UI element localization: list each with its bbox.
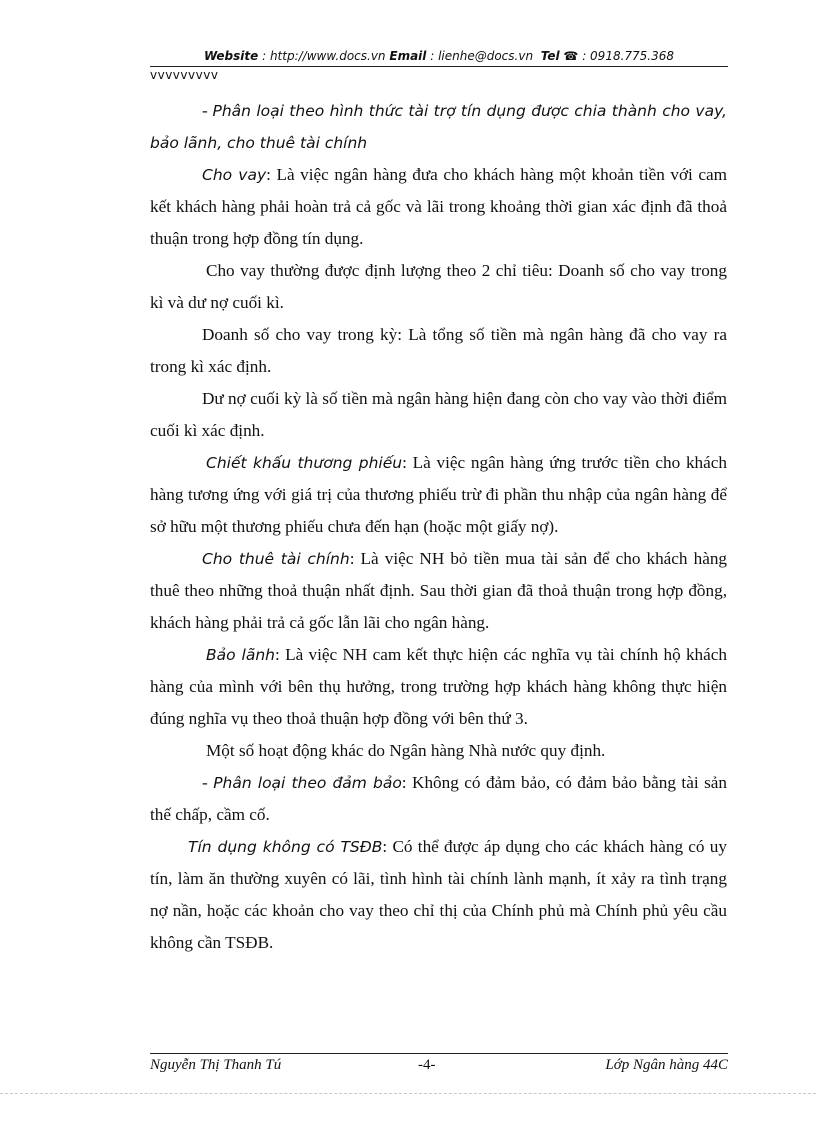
paragraph-financial-leasing: [150, 543, 727, 639]
marker-text: vvvvvvvvv: [150, 68, 219, 82]
tel-number: 0918.775.368: [590, 49, 675, 63]
paragraph-guarantee: [150, 639, 727, 735]
tel-separator: :: [578, 49, 591, 63]
email-separator: :: [426, 49, 439, 63]
paragraph-unsecured-credit: [150, 831, 727, 959]
paragraph-loan-metrics: Cho vay thường được định lượng theo 2 chỉ tiêu: Doanh số cho vay trong kì và dư nợ cuối kì.: [150, 261, 727, 312]
loan-term: Cho vay: [202, 166, 267, 184]
footer-author: Nguyễn Thị Thanh Tú: [150, 1057, 282, 1073]
website-separator: :: [258, 49, 270, 63]
header-divider: [150, 66, 728, 67]
footer-class-name: Lớp Ngân hàng 44C: [605, 1057, 728, 1073]
paragraph-financing-types: [150, 95, 727, 159]
list-dash: -: [202, 773, 214, 792]
tel-label: Tel: [540, 49, 560, 63]
paragraph-loan: [150, 159, 727, 255]
guarantee-term: Bảo lãnh: [206, 646, 276, 664]
body-content: [150, 95, 727, 959]
financing-types-heading: Phân loại theo hình thức tài trợ tín dụng được chia thành cho vay, bảo lãnh, cho thuê tài chính: [150, 102, 727, 152]
unsecured-credit-definition: : Có thể được áp dụng cho các khách hàng có uy tín, làm ăn thường xuyên có lãi, tình hình tài chính lành mạnh, ít xảy ra tình trạng nợ nần, hoặc các khoản cho vay theo chỉ thị của Chính phủ mà Chính phủ yêu cầu không cần TSĐB.: [150, 837, 727, 952]
discounting-definition: : Là việc ngân hàng ứng trước tiền cho khách hàng tương ứng với giá trị của thương phiếu trừ đi phần thu nhập của ngân hàng để sở hữu một thương phiếu chưa đến hạn (hoặc một giấy nợ).: [150, 453, 728, 536]
paragraph-outstanding-balance: Dư nợ cuối kỳ là số tiền mà ngân hàng hiện đang còn cho vay vào thời điểm cuối kì xác định.: [150, 389, 727, 440]
website-url[interactable]: http://www.docs.vn: [269, 49, 386, 63]
email-address[interactable]: lienhe@docs.vn: [438, 49, 534, 63]
collateral-types-heading: Phân loại theo đảm bảo: [213, 774, 402, 792]
leasing-definition: : Là việc NH bỏ tiền mua tài sản để cho khách hàng thuê theo những thoả thuận nhất định. Sau thời gian đã thoả thuận trong hợp đồng, khách hàng phải trả cả gốc lẫn lãi cho ngân hàng.: [150, 549, 728, 632]
footer-page-number: -4-: [418, 1057, 436, 1073]
paragraph-collateral-types: [150, 767, 727, 831]
guarantee-definition: : Là việc NH cam kết thực hiện các nghĩa vụ tài chính hộ khách hàng của mình với bên thụ hưởng, trong trường hợp khách hàng không thực hiện đúng nghĩa vụ theo thoả thuận hợp đồng với bên thứ 3.: [150, 645, 728, 728]
collateral-types-text: : Không có đảm bảo, có đảm bảo bằng tài sản thế chấp, cầm cố.: [150, 773, 727, 824]
paragraph-loan-turnover: Doanh số cho vay trong kỳ: Là tổng số tiền mà ngân hàng đã cho vay ra trong kì xác định.: [150, 325, 727, 376]
discounting-term: Chiết khấu thương phiếu: [206, 454, 403, 472]
page-footer: [150, 1055, 728, 1077]
website-label: Website: [203, 49, 259, 63]
phone-icon: ☎: [563, 49, 579, 63]
paragraph-other-activities: Một số hoạt động khác do Ngân hàng Nhà nước quy định.: [206, 741, 606, 760]
email-label: Email: [389, 49, 427, 63]
page-header: [150, 48, 728, 66]
unsecured-credit-term: Tín dụng không có TSĐB: [188, 838, 383, 856]
list-dash: -: [202, 101, 213, 120]
page-bottom-border: [0, 1093, 816, 1094]
paragraph-discounting: [150, 447, 727, 543]
loan-definition: : Là việc ngân hàng đưa cho khách hàng một khoản tiền với cam kết khách hàng phải hoàn trả cả gốc và lãi trong khoảng thời gian xác định đã thoả thuận trong hợp đồng tín dụng.: [150, 165, 728, 248]
leasing-term: Cho thuê tài chính: [202, 550, 350, 568]
footer-divider: [150, 1053, 728, 1054]
